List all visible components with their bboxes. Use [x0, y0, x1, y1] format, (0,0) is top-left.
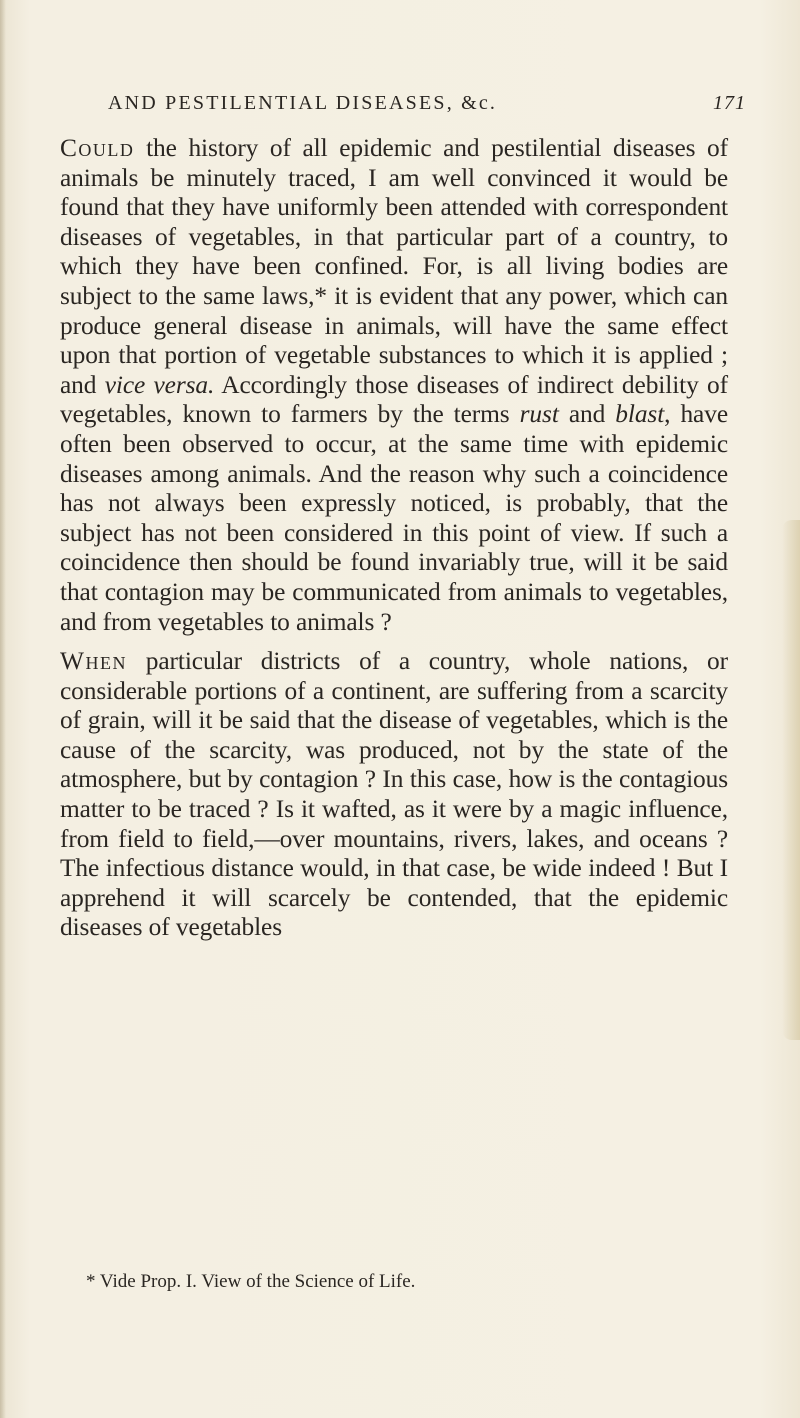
paragraph-2-text: particular districts of a country, whole nations, or considerable portions of a continent, are suffering from a scarcity of grain, will it be said that the disease of vegetables, which is the cause of the scarcity, was produced, not by the state of the atmosphere, but by contagion ? In this case, how is the contagious matter to be traced ? Is it wafted, as it were by a magic influence, from field to field,—over mountains, rivers, lakes, and oceans ? The infectious distance would, in that case, be wide indeed ! But I apprehend it will scarcely be contended, that the epidemic diseases of vegetables [60, 647, 728, 942]
term-blast: blast [615, 400, 665, 429]
body-text [60, 134, 728, 943]
term-rust: rust [519, 400, 559, 429]
paragraph-1-text-b: Accordingly those diseases of indirect debility of vegetables, known to farmers by the terms [60, 370, 728, 429]
paragraph-2-lead-word: When [60, 647, 127, 676]
page-stain [782, 520, 800, 1040]
paragraph-1 [60, 134, 728, 637]
paragraph-1-lead-word: Could [60, 134, 135, 162]
page-gutter-shadow [0, 0, 6, 1418]
paragraph-2 [60, 647, 728, 943]
paragraph-1-and: and [558, 400, 616, 429]
footnote: * Vide Prop. I. View of the Science of Life. [86, 1271, 416, 1292]
paragraph-1-text-a: the history of all epidemic and pestilential diseases of animals be minutely traced, I am well convinced it would be found that they have uniformly been attended with correspondent diseases of vegetables, in that particular part of a country, to which they have been confined. For, is all living bodies are subject to the same laws,* it is evident that any power, which can produce general disease in animals, will have the same effect upon that portion of vegetable substances to which it is applied ; and [60, 134, 728, 399]
paragraph-1-text-c: , have often been observed to occur, at the same time with epidemic diseases among animals. And the reason why such a coincidence has not always been expressly noticed, is probably, that the subject has not been considered in this point of view. If such a coincidence then should be found invariably true, will it be said that contagion may be communicated from animals to vegetables, and from vegetables to animals ? [60, 400, 728, 636]
page-header [108, 92, 758, 120]
running-head: AND PESTILENTIAL DISEASES, &c. [108, 92, 498, 114]
page-number: 171 [713, 92, 746, 114]
vice-versa-phrase: vice versa. [104, 370, 215, 399]
